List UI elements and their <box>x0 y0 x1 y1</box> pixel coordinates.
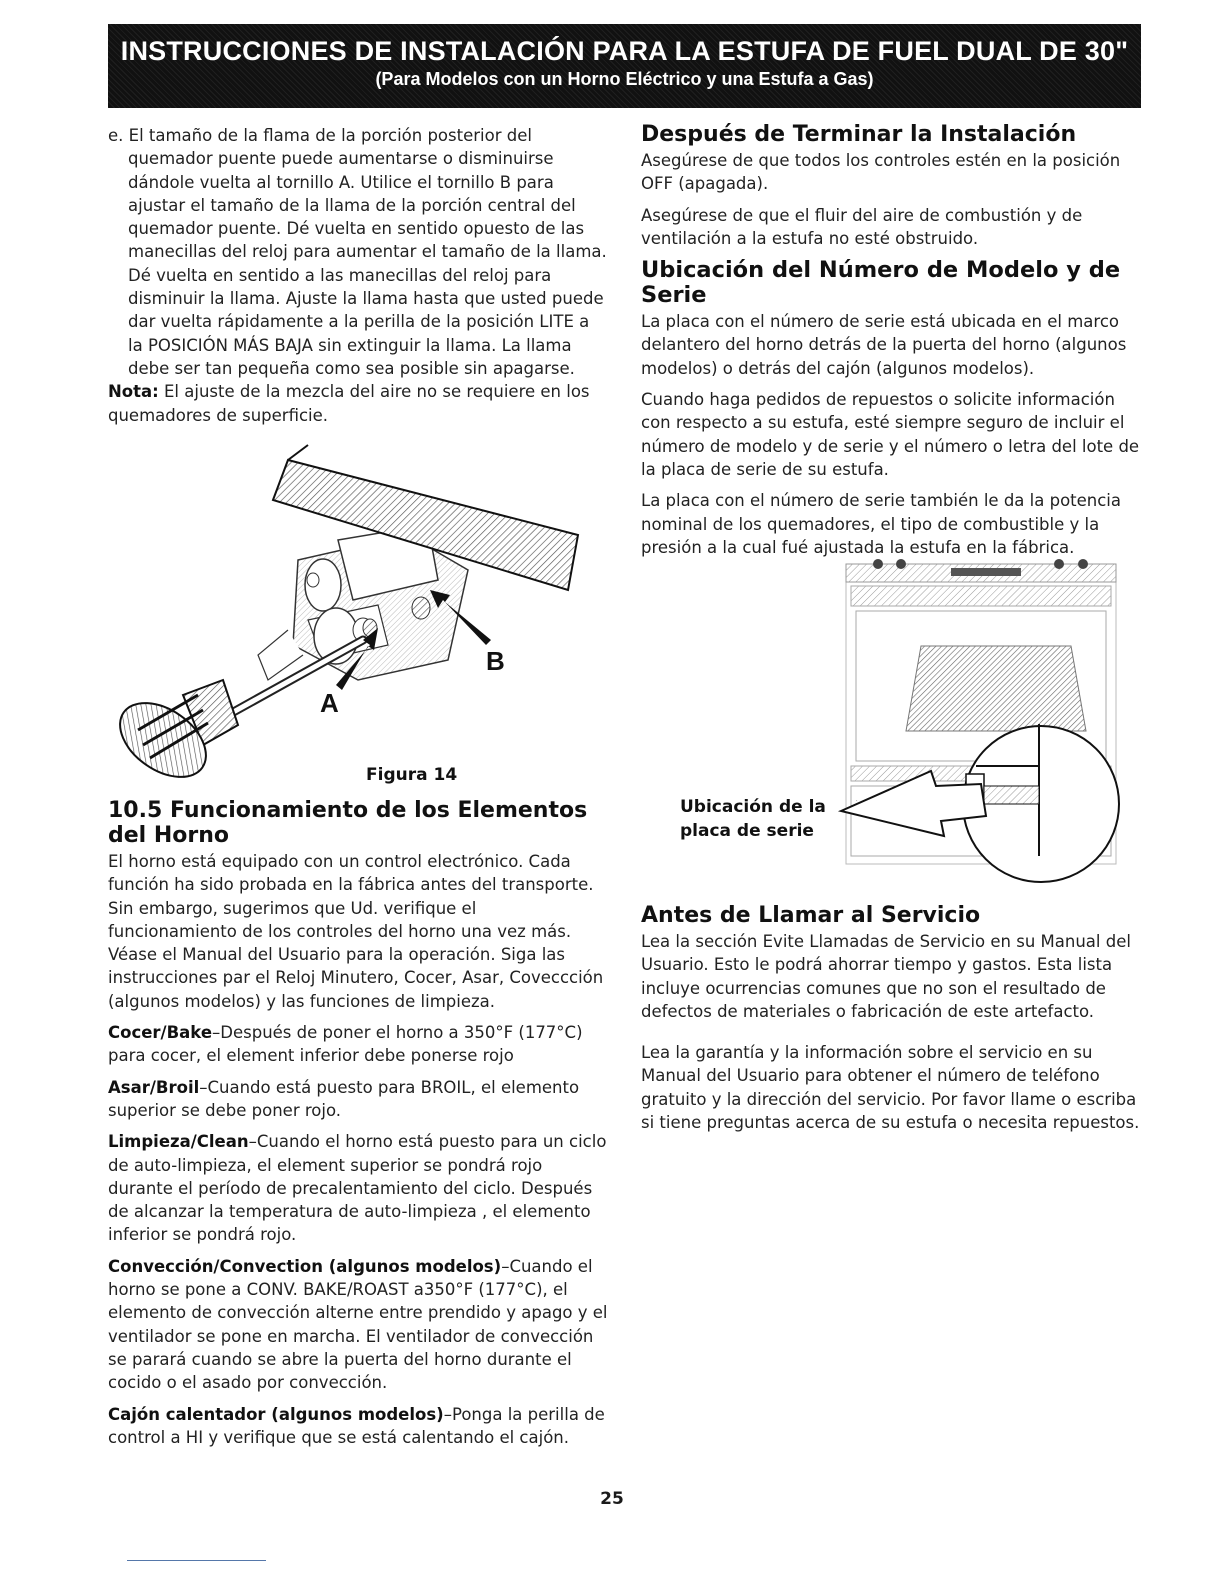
convection-paragraph <box>108 1255 608 1395</box>
note-label: Nota: <box>108 382 159 402</box>
broil-text: –Cuando está puesto para BROIL, el elemento superior se debe poner rojo. <box>108 1077 580 1120</box>
instruction-item-e: e. El tamaño de la flama de la porción posterior del quemador puente puede aumentarse o disminuirse dándole vuelta al tornillo A. Utilice el tornillo B para ajustar el tamaño de la llama de la porción central del quemador puente. Dé vuelta en sentido opuesto de las manecillas del reloj para aumentar el tamaño de la llama. Dé vuelta en sentido a las manecillas del reloj para disminuir la llama. Ajuste la llama hasta que usted puede dar vuelta rápidamente a la perilla de la posición LITE a la POSICIÓN MÁS BAJA sin extinguir la llama. La llama debe ser tan pequeña como sea posible sin apagarse. <box>108 126 607 378</box>
left-column-top <box>108 124 608 435</box>
serial-paragraph-1: La placa con el número de serie está ubicada en el marco delantero del horno detrás de la puerta del horno (algunos modelos) o detrás del cajón (algunos modelos). <box>641 312 1127 378</box>
bake-text: –Después de poner el horno a 350°F (177°C) para cocer, el element inferior debe ponerse rojo <box>108 1023 583 1066</box>
oven-window <box>906 646 1086 731</box>
bake-label: Cocer/Bake <box>108 1023 213 1043</box>
label-b: B <box>486 646 505 676</box>
section-title-before-service: Antes de Llamar al Servicio <box>641 903 981 928</box>
service-paragraph-1: Lea la sección Evite Llamadas de Servicio en su Manual del Usuario. Esto le podrá ahorrar tiempo y gastos. Esta lista incluye ocurrencias comunes que no son el resultado de defectos de materiales o fabricación de este artefacto. <box>641 932 1131 1021</box>
serial-plate-label-line-2: placa de serie <box>680 821 814 841</box>
page-number: 25 <box>600 1489 624 1509</box>
note-paragraph <box>108 380 608 427</box>
convection-text: –Cuando el horno se pone a CONV. BAKE/ROAST a350°F (177°C), el elemento de convección alterne entre prendido y apago y el ventilador se pone en marcha. El ventilador de convección se parará cuando se abre la puerta del horno durante el cocido o el asado por convección. <box>108 1256 608 1393</box>
after-paragraph-2: Asegúrese de que el fluir del aire de combustión y de ventilación a la estufa no esté obstruido. <box>641 205 1083 248</box>
document-subtitle: (Para Modelos con un Horno Eléctrico y una Estufa a Gas) <box>375 69 874 89</box>
bottom-rule <box>127 1560 266 1561</box>
convection-label: Convección/Convection (algunos modelos) <box>108 1256 502 1276</box>
drawer-paragraph <box>108 1403 608 1450</box>
note-text: El ajuste de la mezcla del aire no se requiere en los quemadores de superficie. <box>108 382 590 425</box>
section-title-after-install: Después de Terminar la Instalación <box>641 122 1077 147</box>
drawer-text: –Ponga la perilla de control a HI y verifique que se está calentando el cajón. <box>108 1404 605 1447</box>
right-column-top <box>641 122 1141 567</box>
drawer-label: Cajón calentador (algunos modelos) <box>108 1404 444 1424</box>
section-title-serial-location: Ubicación del Número de Modelo y de Serie <box>641 257 1121 309</box>
serial-plate-label-line-1: Ubicación de la <box>680 797 826 817</box>
section-title-oven-elements: 10.5 Funcionamiento de los Elementos del Horno <box>108 798 588 848</box>
serial-paragraph-2: Cuando haga pedidos de repuestos o solicite información con respecto a su estufa, esté siempre seguro de incluir el número de modelo y de serie y el número o letra del lote de la placa de serie de su estufa. <box>641 390 1140 479</box>
clean-label: Limpieza/Clean <box>108 1132 249 1152</box>
serial-paragraph-3: La placa con el número de serie también le da la potencia nominal de los quemadores, el tipo de combustible y la presión a la cual fué ajustada la estufa en la fábrica. <box>641 491 1122 557</box>
clean-text: –Cuando el horno está puesto para un ciclo de auto-limpieza, el element superior se pondrá rojo durante el período de precalentamiento del ciclo. Después de alcanzar la temperatura de auto-limpieza , el elemento inferior se pondrá rojo. <box>108 1132 607 1245</box>
serial-plate-label <box>680 795 826 843</box>
header-banner <box>108 24 1141 108</box>
figure-14-illustration <box>108 440 608 790</box>
broil-paragraph <box>108 1076 608 1123</box>
document-title: INSTRUCCIONES DE INSTALACIÓN PARA LA ESTUFA DE FUEL DUAL DE 30" <box>120 36 1129 66</box>
left-column-bottom <box>108 798 608 1457</box>
broil-label: Asar/Broil <box>108 1077 200 1097</box>
label-a: A <box>320 688 339 718</box>
stove-illustration <box>641 556 1141 906</box>
right-column-bottom <box>641 903 1141 1142</box>
figure-caption: Figura 14 <box>366 765 458 785</box>
bake-paragraph <box>108 1021 608 1068</box>
after-paragraph-1: Asegúrese de que todos los controles estén en la posición OFF (apagada). <box>641 151 1121 194</box>
oven-intro: El horno está equipado con un control electrónico. Cada función ha sido probada en la fábrica antes del transporte. Sin embargo, sugerimos que Ud. verifique el funcionamiento de los controles del horno una vez más. Véase el Manual del Usuario para la operación. Siga las instrucciones par el Reloj Minutero, Cocer, Asar, Coveccción (algunos modelos) y las funciones de limpieza. <box>108 852 604 1011</box>
service-paragraph-2: Lea la garantía y la información sobre el servicio en su Manual del Usuario para obtener el número de teléfono gratuito y la dirección del servicio. Por favor llame o escriba si tiene preguntas acerca de su estufa o necesita repuestos. <box>641 1043 1140 1133</box>
clean-paragraph <box>108 1130 608 1246</box>
